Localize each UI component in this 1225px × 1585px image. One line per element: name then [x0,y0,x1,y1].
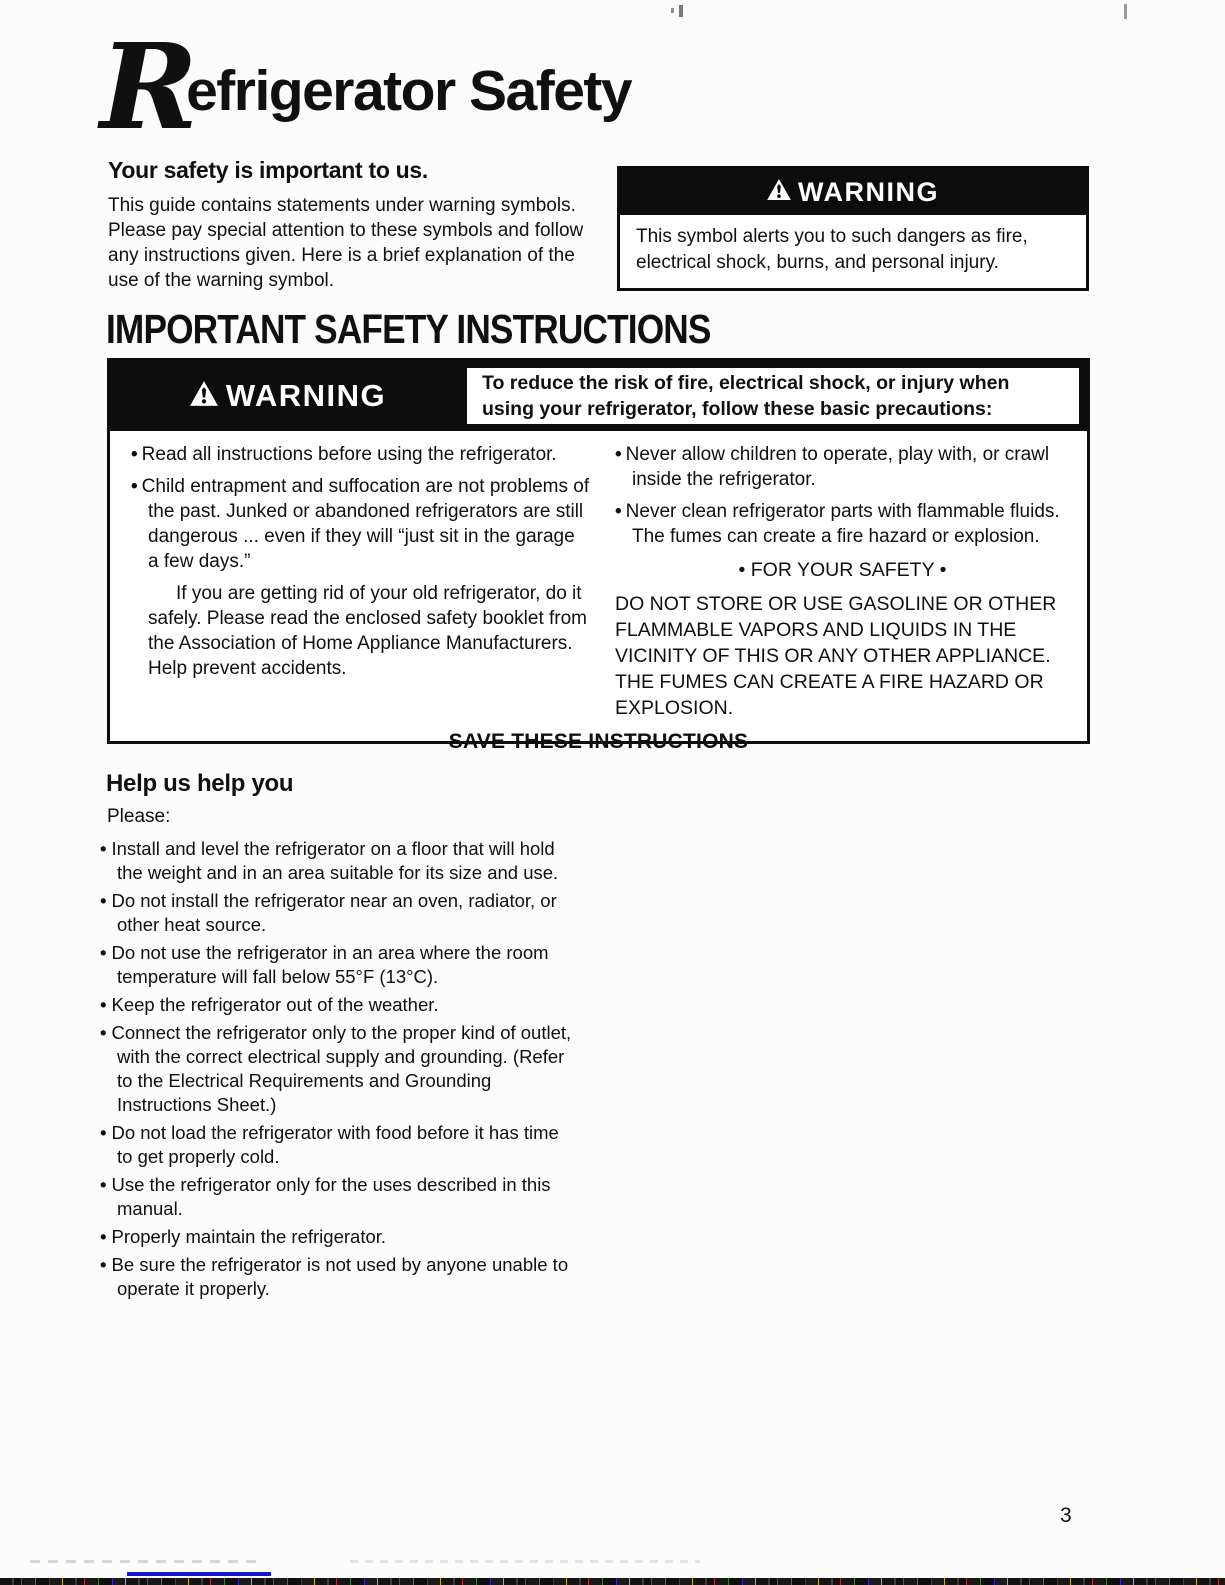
list-item: • Properly maintain the refrigerator. [100,1225,574,1249]
list-item: • Do not load the refrigerator with food before it has time to get properly cold. [100,1121,574,1169]
page-title-initial: R [100,17,195,156]
list-item: • Never clean refrigerator parts with flammable fluids. The fumes can create a fire hazard or explosion. [615,499,1070,549]
precautions-right-list [615,442,1070,549]
warning-triangle-icon [190,381,218,411]
list-item: • Keep the refrigerator out of the weather. [100,993,574,1017]
precautions-right-column [615,442,1070,721]
list-item: • Connect the refrigerator only to the proper kind of outlet, with the correct electrical supply and grounding. (Refer to the Electrical Requirements and Grounding Instructions Sheet.) [100,1021,574,1117]
scan-artifact-mark [1124,4,1127,19]
precautions-left-column [131,442,590,721]
warning-label: WARNING [225,378,387,413]
scan-artifact-mark [671,8,674,13]
precautions-lead [467,368,1079,424]
warning-symbol-box [617,166,1089,291]
warning-symbol-text: This symbol alerts you to such dangers as fire, electrical shock, burns, and personal injury. [636,226,1028,273]
list-item: • Install and level the refrigerator on a floor that will hold the weight and in an area suitable for its size and use. [100,837,574,885]
help-list [100,837,574,1305]
scan-artifact-blue-line [127,1572,271,1576]
old-refrigerator-paragraph: If you are getting rid of your old refrigerator, do it safely. Please read the enclosed safety booklet from the Association of Home Appliance Manufacturers. Help prevent accidents. [148,583,588,679]
safety-instructions-box-header [110,361,1087,431]
warning-banner [110,361,466,431]
intro-heading: Your safety is important to us. [108,157,428,183]
list-item: • Do not install the refrigerator near an oven, radiator, or other heat source. [100,889,574,937]
list-item: • Use the refrigerator only for the uses described in this manual. [100,1173,574,1221]
warning-triangle-icon [767,179,791,205]
precautions-columns [110,431,1087,721]
precautions-left-list [131,442,590,574]
intro-paragraph: This guide contains statements under warning symbols. Please pay special attention to these symbols and follow any instructions given. Here is a brief explanation of the use of the warning symbol. [108,195,584,291]
precautions-lead-text: To reduce the risk of fire, electrical shock, or injury when using your refrigerator, follow these basic precautions: [482,372,1010,420]
help-heading: Help us help you [106,770,294,797]
for-your-safety-callout: • FOR YOUR SAFETY • [738,559,947,581]
gasoline-warning-text: DO NOT STORE OR USE GASOLINE OR OTHER FLAMMABLE VAPORS AND LIQUIDS IN THE VICINITY OF THIS OR ANY OTHER APPLIANCE. THE FUMES CAN CREATE A FIRE HAZARD OR EXPLOSION. [615,593,1057,719]
list-item: • Child entrapment and suffocation are not problems of the past. Junked or abandoned refrigerators are still dangerous ... even if they will “just sit in the garage a few days.” [131,474,590,574]
page-title-rest: efrigerator Safety [186,59,632,123]
warning-symbol-box-header [620,169,1086,215]
list-item: • Do not use the refrigerator in an area where the room temperature will fall below 55°F (13°C). [100,941,574,989]
scan-artifact-dashes [350,1560,700,1563]
warning-label: WARNING [798,176,939,207]
page-number: 3 [1060,1504,1072,1527]
list-item: • Read all instructions before using the refrigerator. [131,442,590,467]
safety-instructions-heading: IMPORTANT SAFETY INSTRUCTIONS [106,306,711,352]
safety-instructions-box [107,358,1090,753]
help-lead: Please: [107,806,171,827]
scan-artifact-mark [679,5,683,17]
scan-artifact-dashes [30,1560,260,1563]
page-title [100,17,632,156]
list-item: • Never allow children to operate, play with, or crawl inside the refrigerator. [615,442,1070,492]
scan-artifact-noise-band [0,1578,1225,1585]
list-item: • Be sure the refrigerator is not used by anyone unable to operate it properly. [100,1253,574,1301]
save-instructions-line: – SAVE THESE INSTRUCTIONS – [430,730,767,753]
